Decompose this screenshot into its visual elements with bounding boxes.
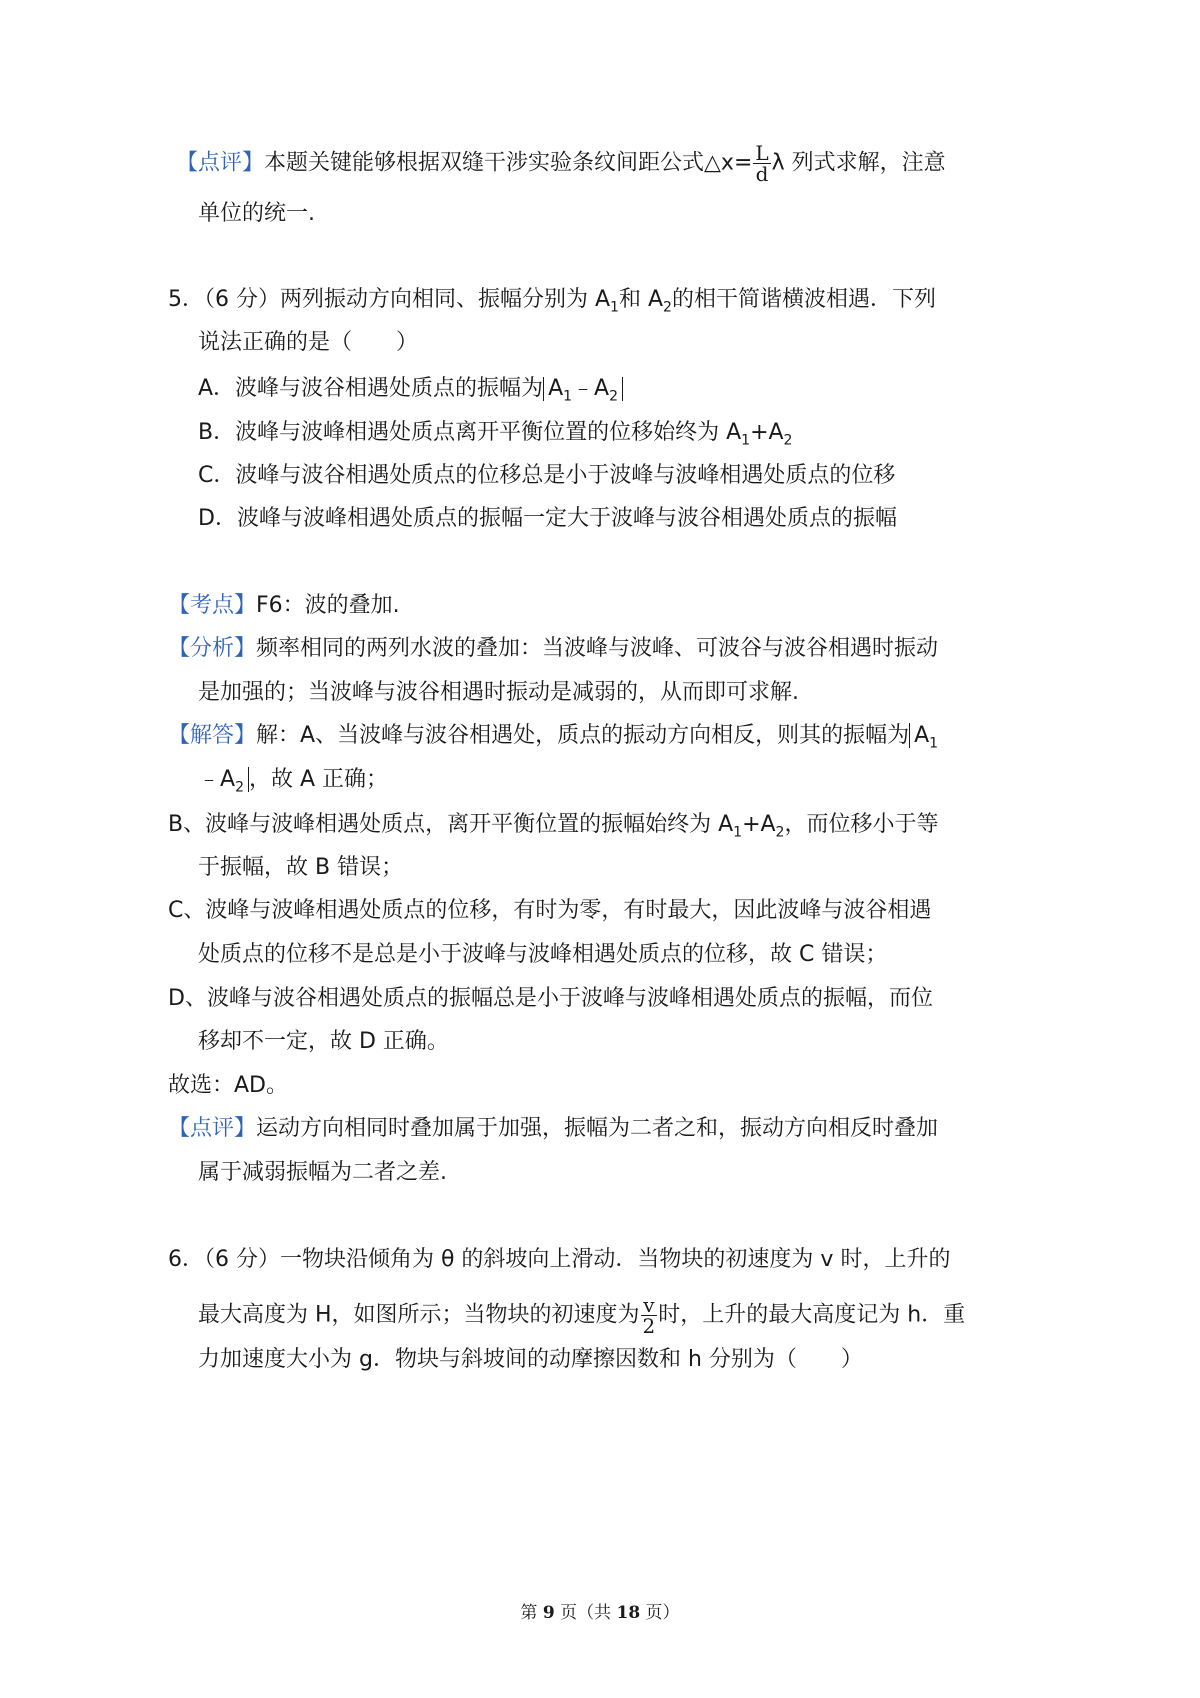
q5-option-a: A．波峰与波谷相遇处质点的振幅为 $A_1﹣A_2$: [198, 374, 623, 404]
q5-point: 【考点】F6：波的叠加.: [168, 593, 400, 618]
comment-tag: 【点评】: [176, 150, 265, 176]
abs-value: $A_1﹣A_2$: [543, 377, 623, 401]
q5-analysis-line-2: 是加强的；当波峰与波谷相遇时振动是减弱的，从而即可求解.: [198, 680, 799, 705]
q5-answer-line-1: 【解答】解：A、当波峰与波谷相遇处，质点的振动方向相反，则其的振幅为 $A_1$: [168, 723, 939, 752]
q5-answer-c-line-2: 处质点的位移不是总是小于波峰与波峰相遇处质点的位移，故 C 错误；: [198, 942, 888, 967]
page-total: 18: [616, 1603, 641, 1623]
q5-answer-line-2: $﹣A_2$ ，故 A 正确；: [198, 767, 389, 796]
q5-answer-b-line-1: B、波峰与波峰相遇处质点，离开平衡位置的振幅始终为 $A_1+A_2$，而位移小于等: [168, 812, 939, 841]
q6-stem-line-3: 力加速度大小为 g．物块与斜坡间的动摩擦因数和 h 分别为（ ）: [198, 1347, 863, 1372]
q5-comment-line-2: 属于减弱振幅为二者之差.: [198, 1160, 447, 1185]
velocity-fraction: $\frac{v}{2}$: [642, 1293, 656, 1338]
q5-answer-c-line-1: C、波峰与波峰相遇处质点的位移，有时为零，有时最大，因此波峰与波谷相遇: [168, 898, 932, 923]
q5-answer-b-line-2: 于振幅，故 B 错误；: [198, 855, 404, 880]
point-tag: 【考点】: [168, 593, 257, 618]
prev-comment-text: 本题关键能够根据双缝干涉实验条纹间距公式△x=: [264, 150, 753, 176]
q5-option-b: B．波峰与波峰相遇处质点离开平衡位置的位移始终为 $A_1+A_2$: [198, 420, 793, 449]
q5-option-c: C．波峰与波谷相遇处质点的位移总是小于波峰与波峰相遇处质点的位移: [198, 463, 896, 488]
spacing-fraction: $\frac{L}{d}$: [755, 141, 769, 186]
q5-comment-line-1: 【点评】运动方向相同时叠加属于加强，振幅为二者之和，振动方向相反时叠加: [168, 1116, 939, 1141]
page-footer: 第 9 页（共 18 页）: [520, 1603, 680, 1623]
prev-comment-line-2: 单位的统一.: [198, 201, 315, 226]
answer-tag: 【解答】: [168, 723, 257, 748]
q5-stem-line-1: 5．（6 分）两列振动方向相同、振幅分别为 $A_1$和 $A_2$的相干简谐横波相遇．下列: [168, 287, 936, 316]
q5-answer-d-line-2: 移却不一定，故 D 正确。: [198, 1029, 449, 1054]
q5-option-d: D．波峰与波峰相遇处质点的振幅一定大于波峰与波谷相遇处质点的振幅: [198, 506, 897, 531]
q5-choice: 故选：AD。: [168, 1073, 288, 1098]
q6-stem-line-1: 6．（6 分）一物块沿倾角为 θ 的斜坡向上滑动．当物块的初速度为 v 时，上升的: [168, 1247, 951, 1272]
analysis-tag: 【分析】: [168, 636, 257, 661]
q5-stem-line-2: 说法正确的是（ ）: [198, 330, 419, 355]
comment-tag: 【点评】: [168, 1116, 257, 1141]
q5-analysis-line-1: 【分析】频率相同的两列水波的叠加：当波峰与波峰、可波谷与波谷相遇时振动: [168, 636, 939, 661]
page-number: 9: [542, 1603, 555, 1623]
q6-stem-line-2: 最大高度为 H，如图所示；当物块的初速度为 $\frac{v}{2}$ 时，上升的最大高度记为 h．重: [198, 1293, 966, 1338]
prev-comment-line-1: 【点评】本题关键能够根据双缝干涉实验条纹间距公式△x= $\frac{L}{d}$ λ 列式求解，注意: [176, 141, 946, 186]
q5-answer-d-line-1: D、波峰与波谷相遇处质点的振幅总是小于波峰与波峰相遇处质点的振幅，而位: [168, 986, 933, 1011]
